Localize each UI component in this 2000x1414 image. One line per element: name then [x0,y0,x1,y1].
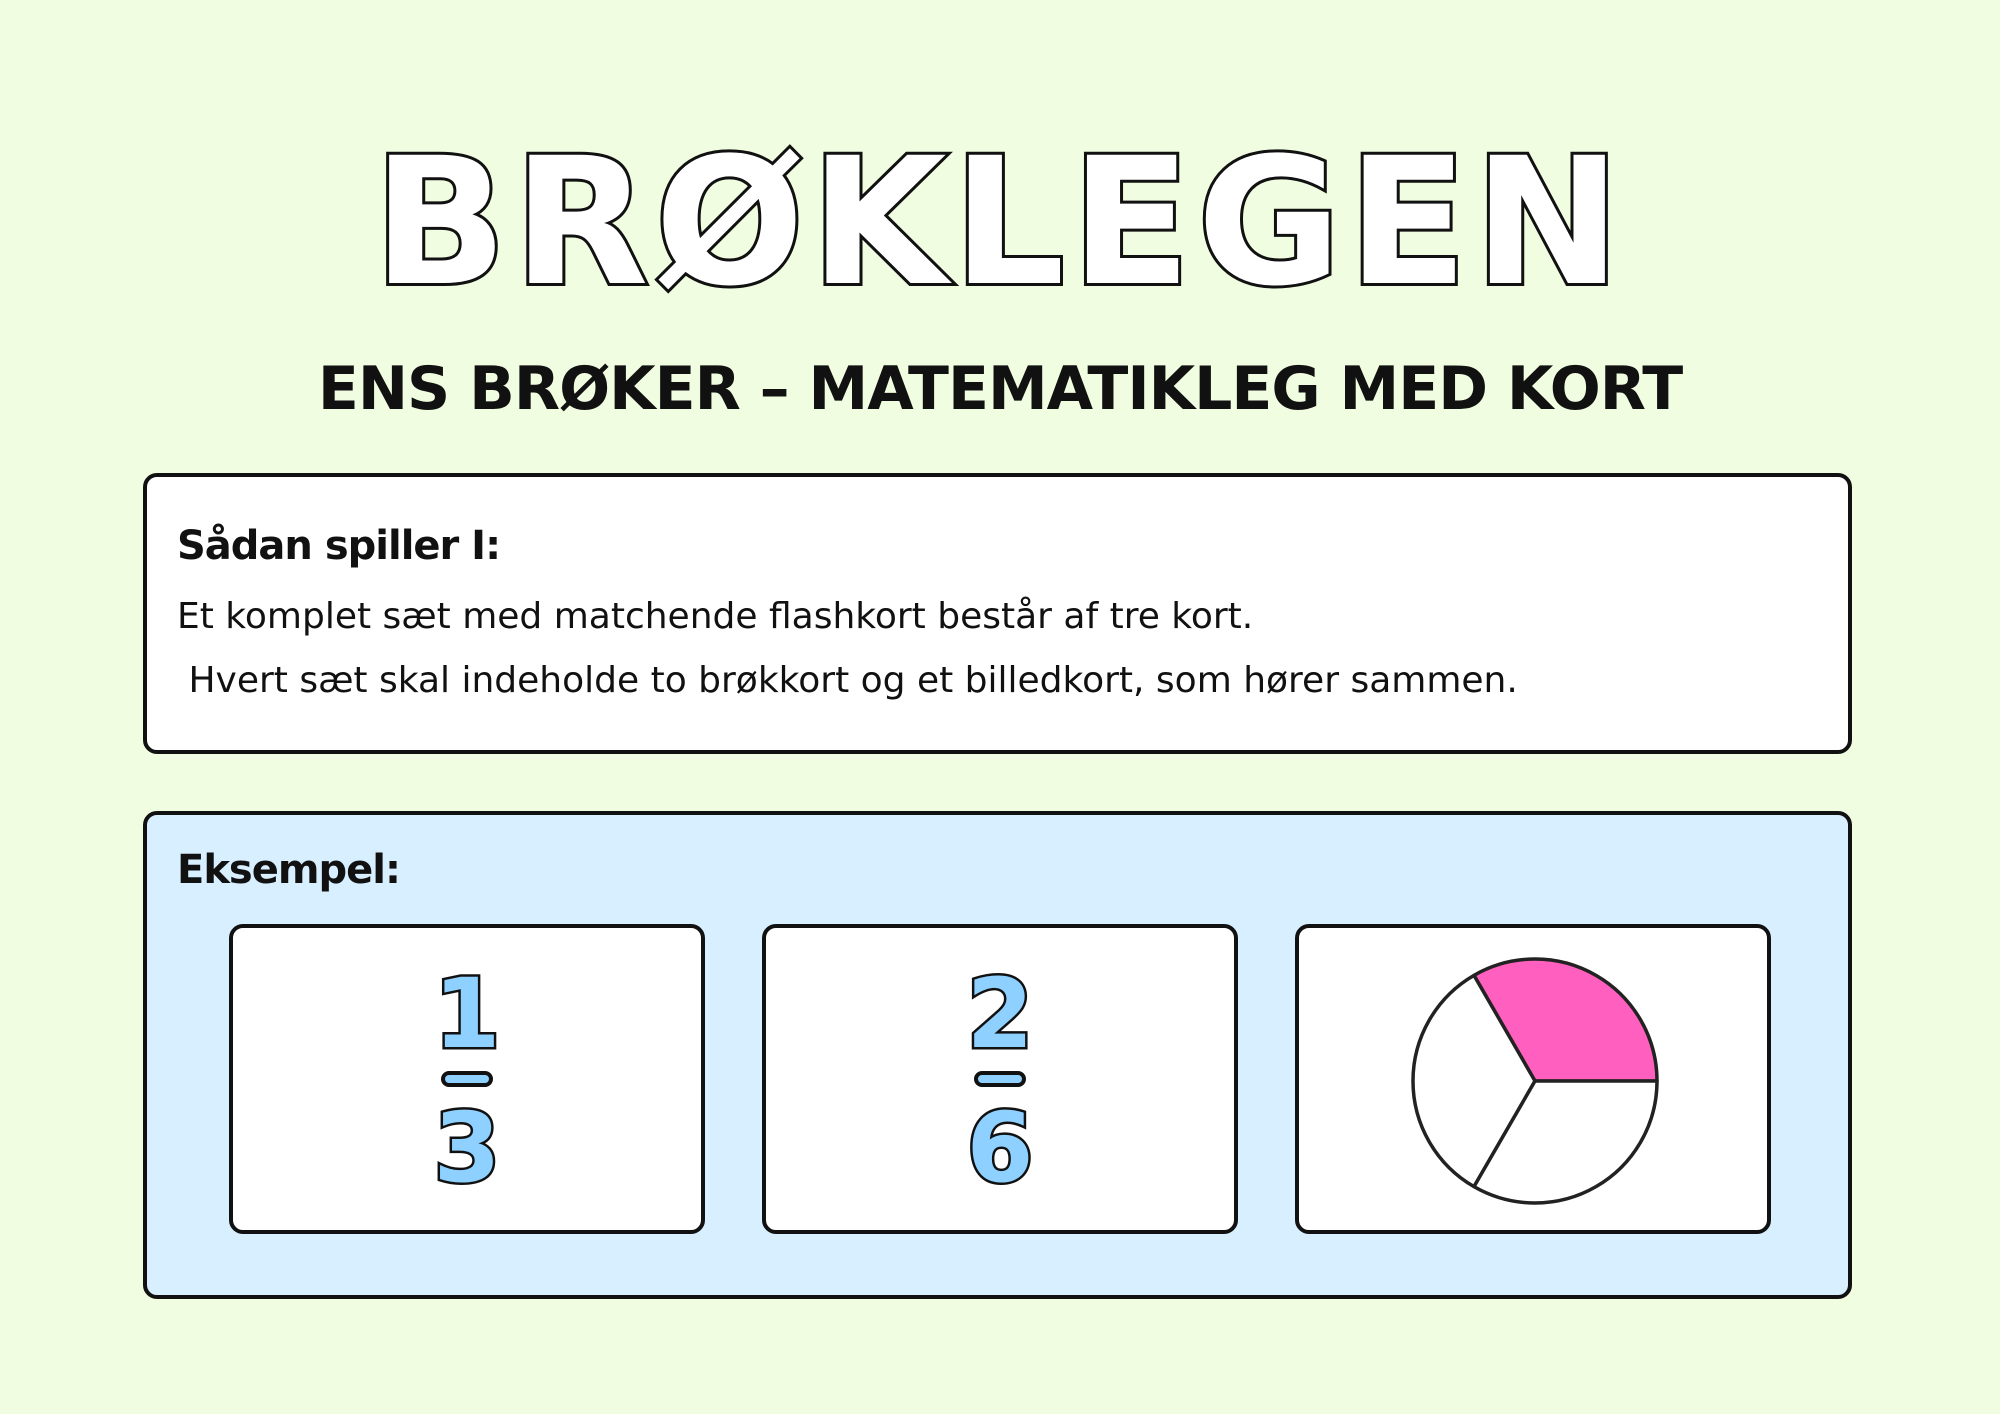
fraction-denominator: 6 [966,1092,1034,1204]
fraction-card-one-third [229,924,705,1234]
rules-line-2: Hvert sæt skal indeholde to brøkkort og et billedkort, som hører sammen. [177,660,1518,701]
example-box [143,811,1852,1299]
fraction-bar [441,1071,493,1087]
rules-heading: Sådan spiller I: [177,523,501,569]
fraction-numerator: 2 [966,958,1034,1070]
rules-line-1: Et komplet sæt med matchende flashkort består af tre kort. [177,596,1254,637]
rules-box [143,473,1852,754]
pie-diagram [1409,955,1661,1207]
fraction-bar [974,1071,1026,1087]
fraction [766,958,1234,1204]
page-title: BRØKLEGEN [372,120,1628,325]
fraction-denominator: 3 [433,1092,501,1204]
fraction-card-two-sixths [762,924,1238,1234]
fraction-numerator: 1 [433,958,501,1070]
fraction [233,958,701,1204]
picture-card-pie [1295,924,1771,1234]
page-subtitle: ENS BRØKER – MATEMATIKLEG MED KORT [317,354,1683,424]
example-heading: Eksempel: [177,847,401,893]
